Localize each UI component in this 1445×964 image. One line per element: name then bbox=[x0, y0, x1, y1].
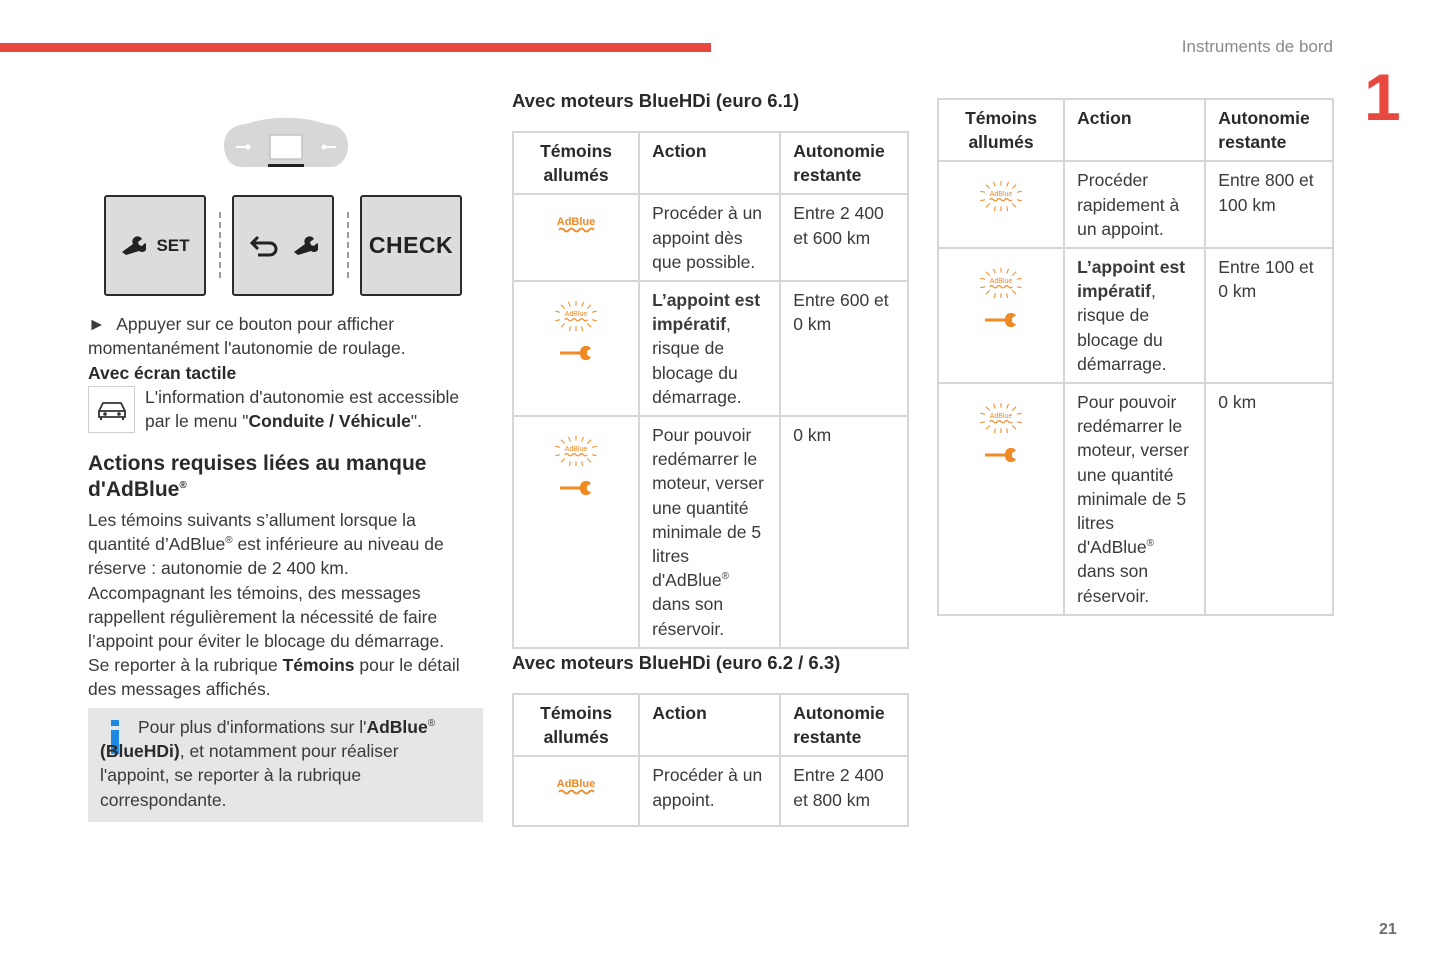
instrument-cluster-icon bbox=[220, 115, 352, 171]
button-separator bbox=[347, 212, 349, 278]
table-euro-62 bbox=[512, 693, 909, 827]
table-header-row bbox=[513, 694, 908, 756]
check-button-label: CHECK bbox=[368, 232, 454, 258]
col-header-action: Action bbox=[639, 694, 780, 756]
touchscreen-heading: Avec écran tactile bbox=[88, 363, 237, 383]
intro-paragraph bbox=[88, 312, 478, 360]
col-header-action: Action bbox=[639, 132, 780, 194]
wrench-icon bbox=[120, 236, 146, 256]
table-row bbox=[513, 416, 908, 648]
chapter-number: 1 bbox=[1364, 60, 1401, 134]
action-cell: Pour pouvoir redémarrer le moteur, verser une quantité minimale de 5 litres d'AdBlue® dans son réservoir. bbox=[1064, 383, 1205, 615]
range-cell: 0 km bbox=[780, 416, 908, 648]
range-cell: Entre 800 et 100 km bbox=[1205, 161, 1333, 248]
header-accent-bar bbox=[0, 43, 711, 52]
table-header-row bbox=[938, 99, 1333, 161]
wrench-icon bbox=[559, 481, 593, 495]
range-cell: Entre 2 400 et 600 km bbox=[780, 194, 908, 281]
wrench-icon bbox=[292, 236, 318, 256]
page-number: 21 bbox=[1379, 921, 1397, 938]
touchscreen-text: L'information d'autonomie est accessible par le menu "Conduite / Véhicule". bbox=[145, 387, 460, 432]
range-cell: 0 km bbox=[1205, 383, 1333, 615]
icons-cell bbox=[938, 383, 1064, 615]
col-header-temoins: Témoins allumés bbox=[513, 694, 639, 756]
table-row bbox=[513, 756, 908, 826]
icons-cell bbox=[513, 194, 639, 281]
adblue-flash-icon bbox=[552, 300, 600, 332]
action-cell: Procéder à un appoint dès que possible. bbox=[639, 194, 780, 281]
icons-cell bbox=[513, 416, 639, 648]
table-euro-62-continued bbox=[937, 98, 1334, 616]
header-title: Instruments de bord bbox=[1181, 37, 1333, 56]
table-61-title: Avec moteurs BlueHDi (euro 6.1) bbox=[512, 90, 800, 111]
table-row bbox=[938, 248, 1333, 383]
action-cell: L’appoint est impératif, risque de blocage du démarrage. bbox=[639, 281, 780, 416]
section-heading: Actions requises liées au manque d'AdBlue® bbox=[88, 452, 427, 501]
action-cell: L’appoint est impératif, risque de blocage du démarrage. bbox=[1064, 248, 1205, 383]
icons-cell bbox=[513, 281, 639, 416]
table-row bbox=[938, 383, 1333, 615]
adblue-flash-icon bbox=[977, 402, 1025, 434]
adblue-icon bbox=[554, 214, 598, 234]
action-cell: Pour pouvoir redémarrer le moteur, verser une quantité minimale de 5 litres d'AdBlue® dans son réservoir. bbox=[639, 416, 780, 648]
menu-path: Conduite / Véhicule bbox=[248, 411, 411, 432]
intro-text: Appuyer sur ce bouton pour afficher momentanément l'autonomie de roulage. bbox=[88, 314, 406, 359]
col-header-autonomie: Autonomie restante bbox=[1205, 99, 1333, 161]
back-settings-button[interactable] bbox=[232, 195, 334, 296]
info-text: Pour plus d'informations sur l'AdBlue® (BlueHDi), et notamment pour réaliser l'appoint, se reporter à la rubrique correspondante. bbox=[100, 717, 436, 810]
table-row bbox=[513, 194, 908, 281]
action-cell: Procéder à un appoint. bbox=[639, 756, 780, 826]
set-button-label: SET bbox=[156, 235, 190, 255]
action-cell: Procéder rapidement à un appoint. bbox=[1064, 161, 1205, 248]
check-button[interactable] bbox=[360, 195, 462, 296]
adblue-flash-icon bbox=[977, 180, 1025, 212]
wrench-icon bbox=[559, 346, 593, 360]
table-row bbox=[513, 281, 908, 416]
bullet-arrow-icon: ► bbox=[88, 314, 106, 334]
table-euro-61 bbox=[512, 131, 909, 649]
table-row bbox=[938, 161, 1333, 248]
vehicle-menu-icon-box bbox=[88, 386, 135, 433]
set-button[interactable] bbox=[104, 195, 206, 296]
range-cell: Entre 2 400 et 800 km bbox=[780, 756, 908, 826]
back-arrow-icon bbox=[248, 233, 280, 259]
adblue-flash-icon bbox=[552, 435, 600, 467]
wrench-icon bbox=[984, 313, 1018, 327]
body-paragraph: Les témoins suivants s’allument lorsque la quantité d’AdBlue® est inférieure au niveau de réserve : autonomie de 2 400 km. Accompagnant les témoins, des messages rappellent régulièrement la nécessité de faire l’appoint pour éviter le blocage du démarrage. Se reporter à la rubrique Témoins pour le détail des messages affichés. bbox=[88, 510, 460, 700]
col-header-temoins: Témoins allumés bbox=[938, 99, 1064, 161]
range-cell: Entre 100 et 0 km bbox=[1205, 248, 1333, 383]
icons-cell bbox=[938, 161, 1064, 248]
col-header-autonomie: Autonomie restante bbox=[780, 694, 908, 756]
adblue-flash-icon bbox=[977, 267, 1025, 299]
icons-cell bbox=[938, 248, 1064, 383]
table-header-row bbox=[513, 132, 908, 194]
col-header-autonomie: Autonomie restante bbox=[780, 132, 908, 194]
adblue-icon bbox=[554, 776, 598, 796]
col-header-temoins: Témoins allumés bbox=[513, 132, 639, 194]
col-header-action: Action bbox=[1064, 99, 1205, 161]
info-box bbox=[88, 708, 483, 822]
button-separator bbox=[219, 212, 221, 278]
icons-cell bbox=[513, 756, 639, 826]
range-cell: Entre 600 et 0 km bbox=[780, 281, 908, 416]
car-icon bbox=[96, 399, 128, 421]
table-62-title: Avec moteurs BlueHDi (euro 6.2 / 6.3) bbox=[512, 652, 841, 673]
wrench-icon bbox=[984, 448, 1018, 462]
